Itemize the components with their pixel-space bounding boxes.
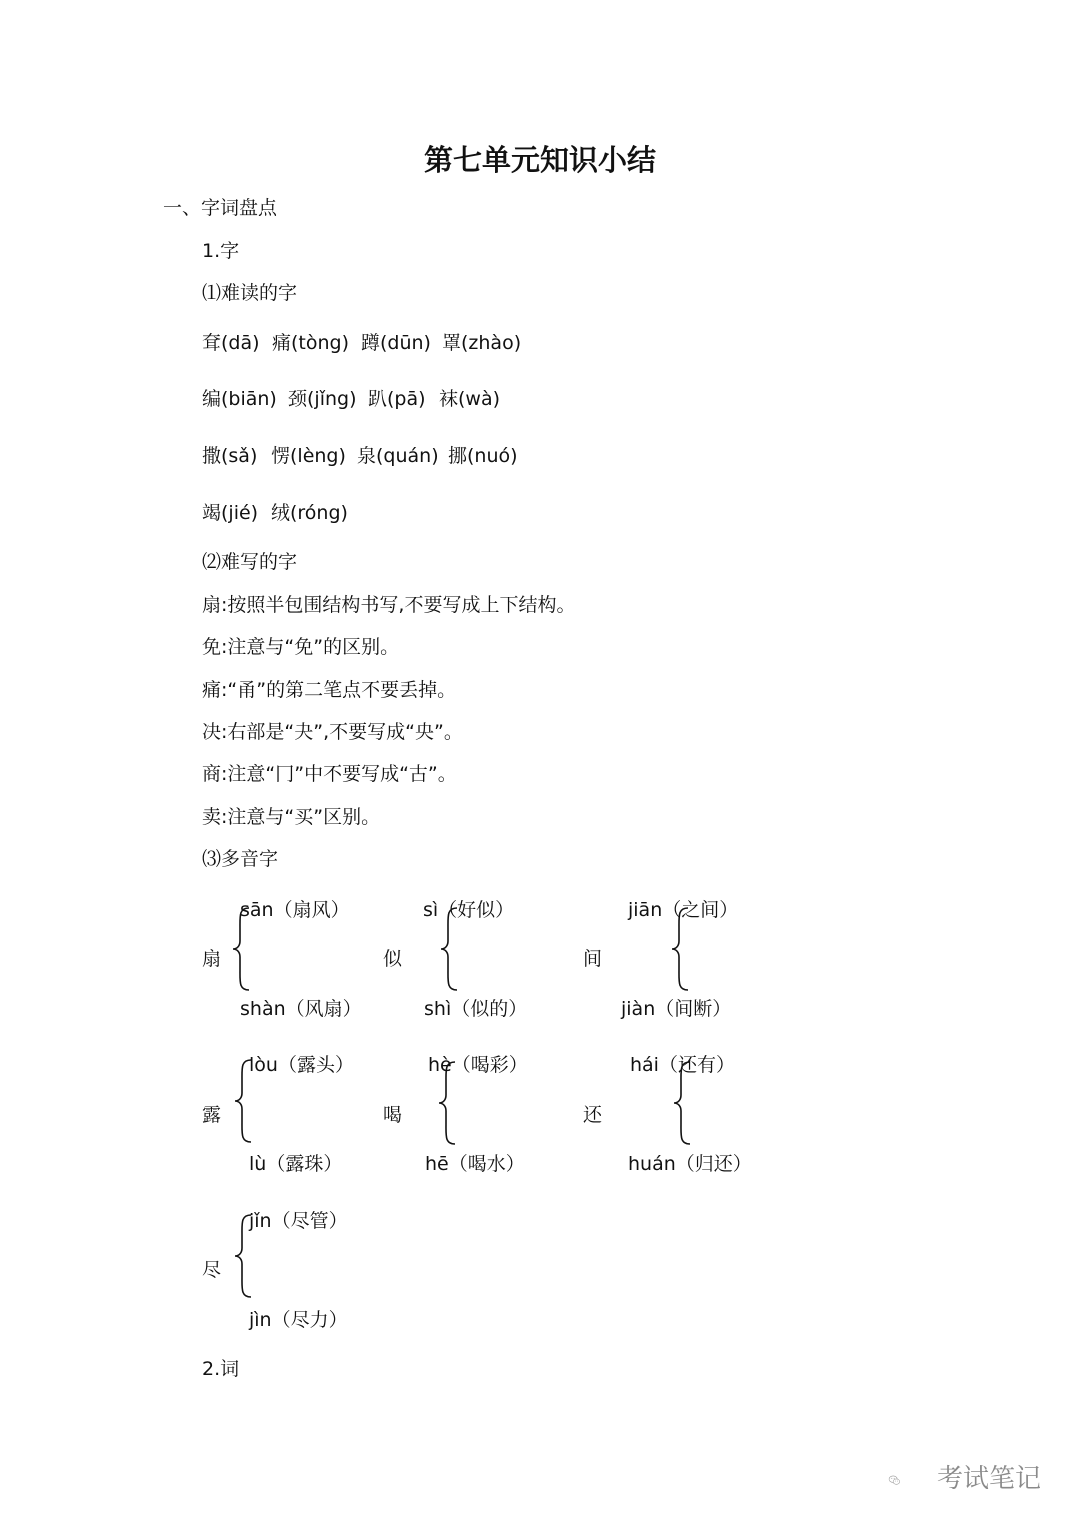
polyphonic-reading: huán（归还）	[628, 1153, 752, 1175]
subsection-heading: 2.词	[202, 1358, 240, 1380]
hard-read-item: 耷(dā)	[202, 332, 260, 354]
page-title: 第七单元知识小结	[423, 143, 656, 177]
hard-read-item: 趴(pā)	[368, 388, 426, 410]
hard-write-line: 免:注意与“免”的区别。	[202, 636, 400, 658]
polyphonic-reading: lòu（露头）	[249, 1054, 354, 1076]
hard-read-heading: ⑴难读的字	[202, 282, 298, 304]
hard-read-item: 颈(jǐng)	[288, 388, 357, 410]
hard-read-item: 竭(jié)	[202, 502, 259, 524]
polyphonic-char: 间	[583, 948, 603, 970]
polyphonic-reading: jiàn（间断）	[621, 998, 732, 1020]
polyphonic-reading: hái（还有）	[630, 1054, 735, 1076]
hard-read-item: 袜(wà)	[439, 388, 501, 410]
hard-read-item: 罩(zhào)	[442, 332, 522, 354]
polyphonic-heading: ⑶多音字	[202, 848, 279, 870]
hard-read-item: 愣(lèng)	[271, 445, 346, 467]
polyphonic-char: 似	[383, 948, 403, 970]
polyphonic-char: 露	[202, 1104, 222, 1126]
hard-write-line: 扇:按照半包围结构书写,不要写成上下结构。	[202, 594, 576, 616]
section-heading: 一、字词盘点	[163, 197, 278, 219]
polyphonic-reading: jiān（之间）	[628, 899, 739, 921]
hard-write-line: 痛:“甬”的第二笔点不要丢掉。	[202, 679, 457, 701]
hard-read-item: 撒(sǎ)	[202, 445, 258, 467]
watermark-text: 考试笔记	[937, 1464, 1042, 1494]
polyphonic-reading: shàn（风扇）	[240, 998, 362, 1020]
polyphonic-reading: jìn（尽力）	[249, 1309, 348, 1331]
hard-read-item: 挪(nuó)	[448, 445, 518, 467]
polyphonic-reading: sì（好似）	[423, 899, 515, 921]
hard-read-item: 泉(quán)	[357, 445, 439, 467]
polyphonic-reading: hē（喝水）	[425, 1153, 525, 1175]
polyphonic-reading: shì（似的）	[424, 998, 528, 1020]
polyphonic-char: 还	[583, 1104, 603, 1126]
hard-read-item: 蹲(dūn)	[361, 332, 431, 354]
polyphonic-reading: jǐn（尽管）	[249, 1210, 348, 1232]
hard-write-line: 卖:注意与“买”区别。	[202, 806, 381, 828]
hard-write-line: 商:注意“冂”中不要写成“古”。	[202, 763, 457, 785]
polyphonic-char: 扇	[202, 948, 222, 970]
hard-read-item: 编(biān)	[202, 388, 277, 410]
polyphonic-reading: sān（扇风）	[240, 899, 350, 921]
hard-read-item: 痛(tòng)	[272, 332, 350, 354]
polyphonic-char: 尽	[202, 1259, 222, 1281]
subsection-heading: 1.字	[202, 240, 240, 262]
wechat-icon	[888, 1458, 934, 1502]
hard-write-line: 决:右部是“夬”,不要写成“央”。	[202, 721, 463, 743]
hard-read-item: 绒(róng)	[271, 502, 348, 524]
hard-write-heading: ⑵难写的字	[202, 551, 298, 573]
polyphonic-reading: hè（喝彩）	[428, 1054, 528, 1076]
polyphonic-reading: lù（露珠）	[249, 1153, 343, 1175]
polyphonic-char: 喝	[383, 1104, 403, 1126]
